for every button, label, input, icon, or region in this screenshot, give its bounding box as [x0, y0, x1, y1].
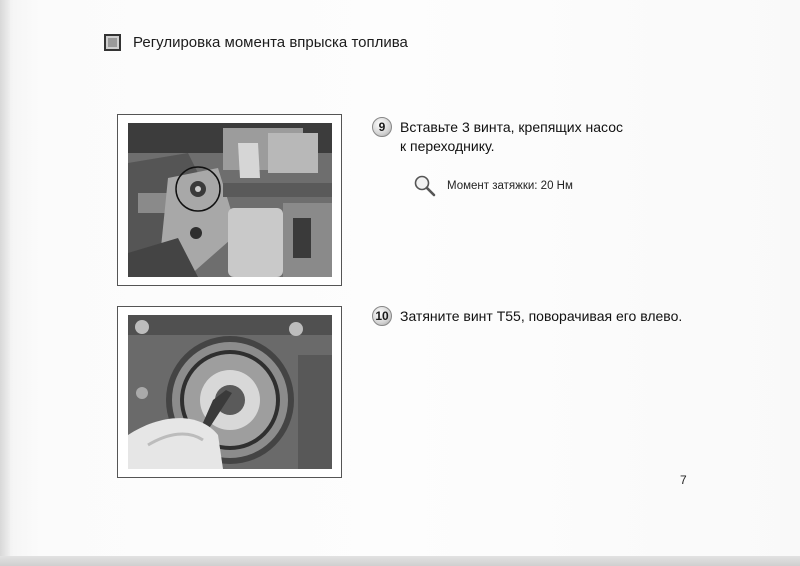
- torque-note-text: Момент затяжки: 20 Нм: [447, 180, 573, 192]
- step-instruction: [400, 118, 623, 156]
- photo-frame-step-10: [117, 306, 342, 478]
- page-number: 7: [680, 473, 687, 487]
- page-edge: [0, 556, 800, 566]
- torque-note: [413, 174, 573, 198]
- t55-screw-image: [128, 315, 332, 469]
- photo-frame-step-9: [117, 114, 342, 286]
- step-instruction-line: Вставьте 3 винта, крепящих насос: [400, 119, 623, 135]
- step-9: [372, 118, 623, 156]
- t55-screw-photo: [128, 315, 332, 469]
- pump-screws-image: [128, 123, 332, 277]
- magnifier-icon: [413, 174, 437, 198]
- step-instruction-line: к переходнику.: [400, 138, 495, 154]
- step-10: [372, 307, 682, 326]
- section-header: [104, 34, 408, 51]
- step-number-badge: 10: [372, 306, 392, 326]
- section-title: Регулировка момента впрыска топлива: [133, 34, 408, 51]
- pump-screws-photo: [128, 123, 332, 277]
- step-instruction: [400, 307, 682, 326]
- step-number-badge: 9: [372, 117, 392, 137]
- page-fold: [0, 0, 10, 566]
- square-bullet-icon: [104, 34, 121, 51]
- step-instruction-line: Затяните винт Т55, поворачивая его влево.: [400, 308, 683, 324]
